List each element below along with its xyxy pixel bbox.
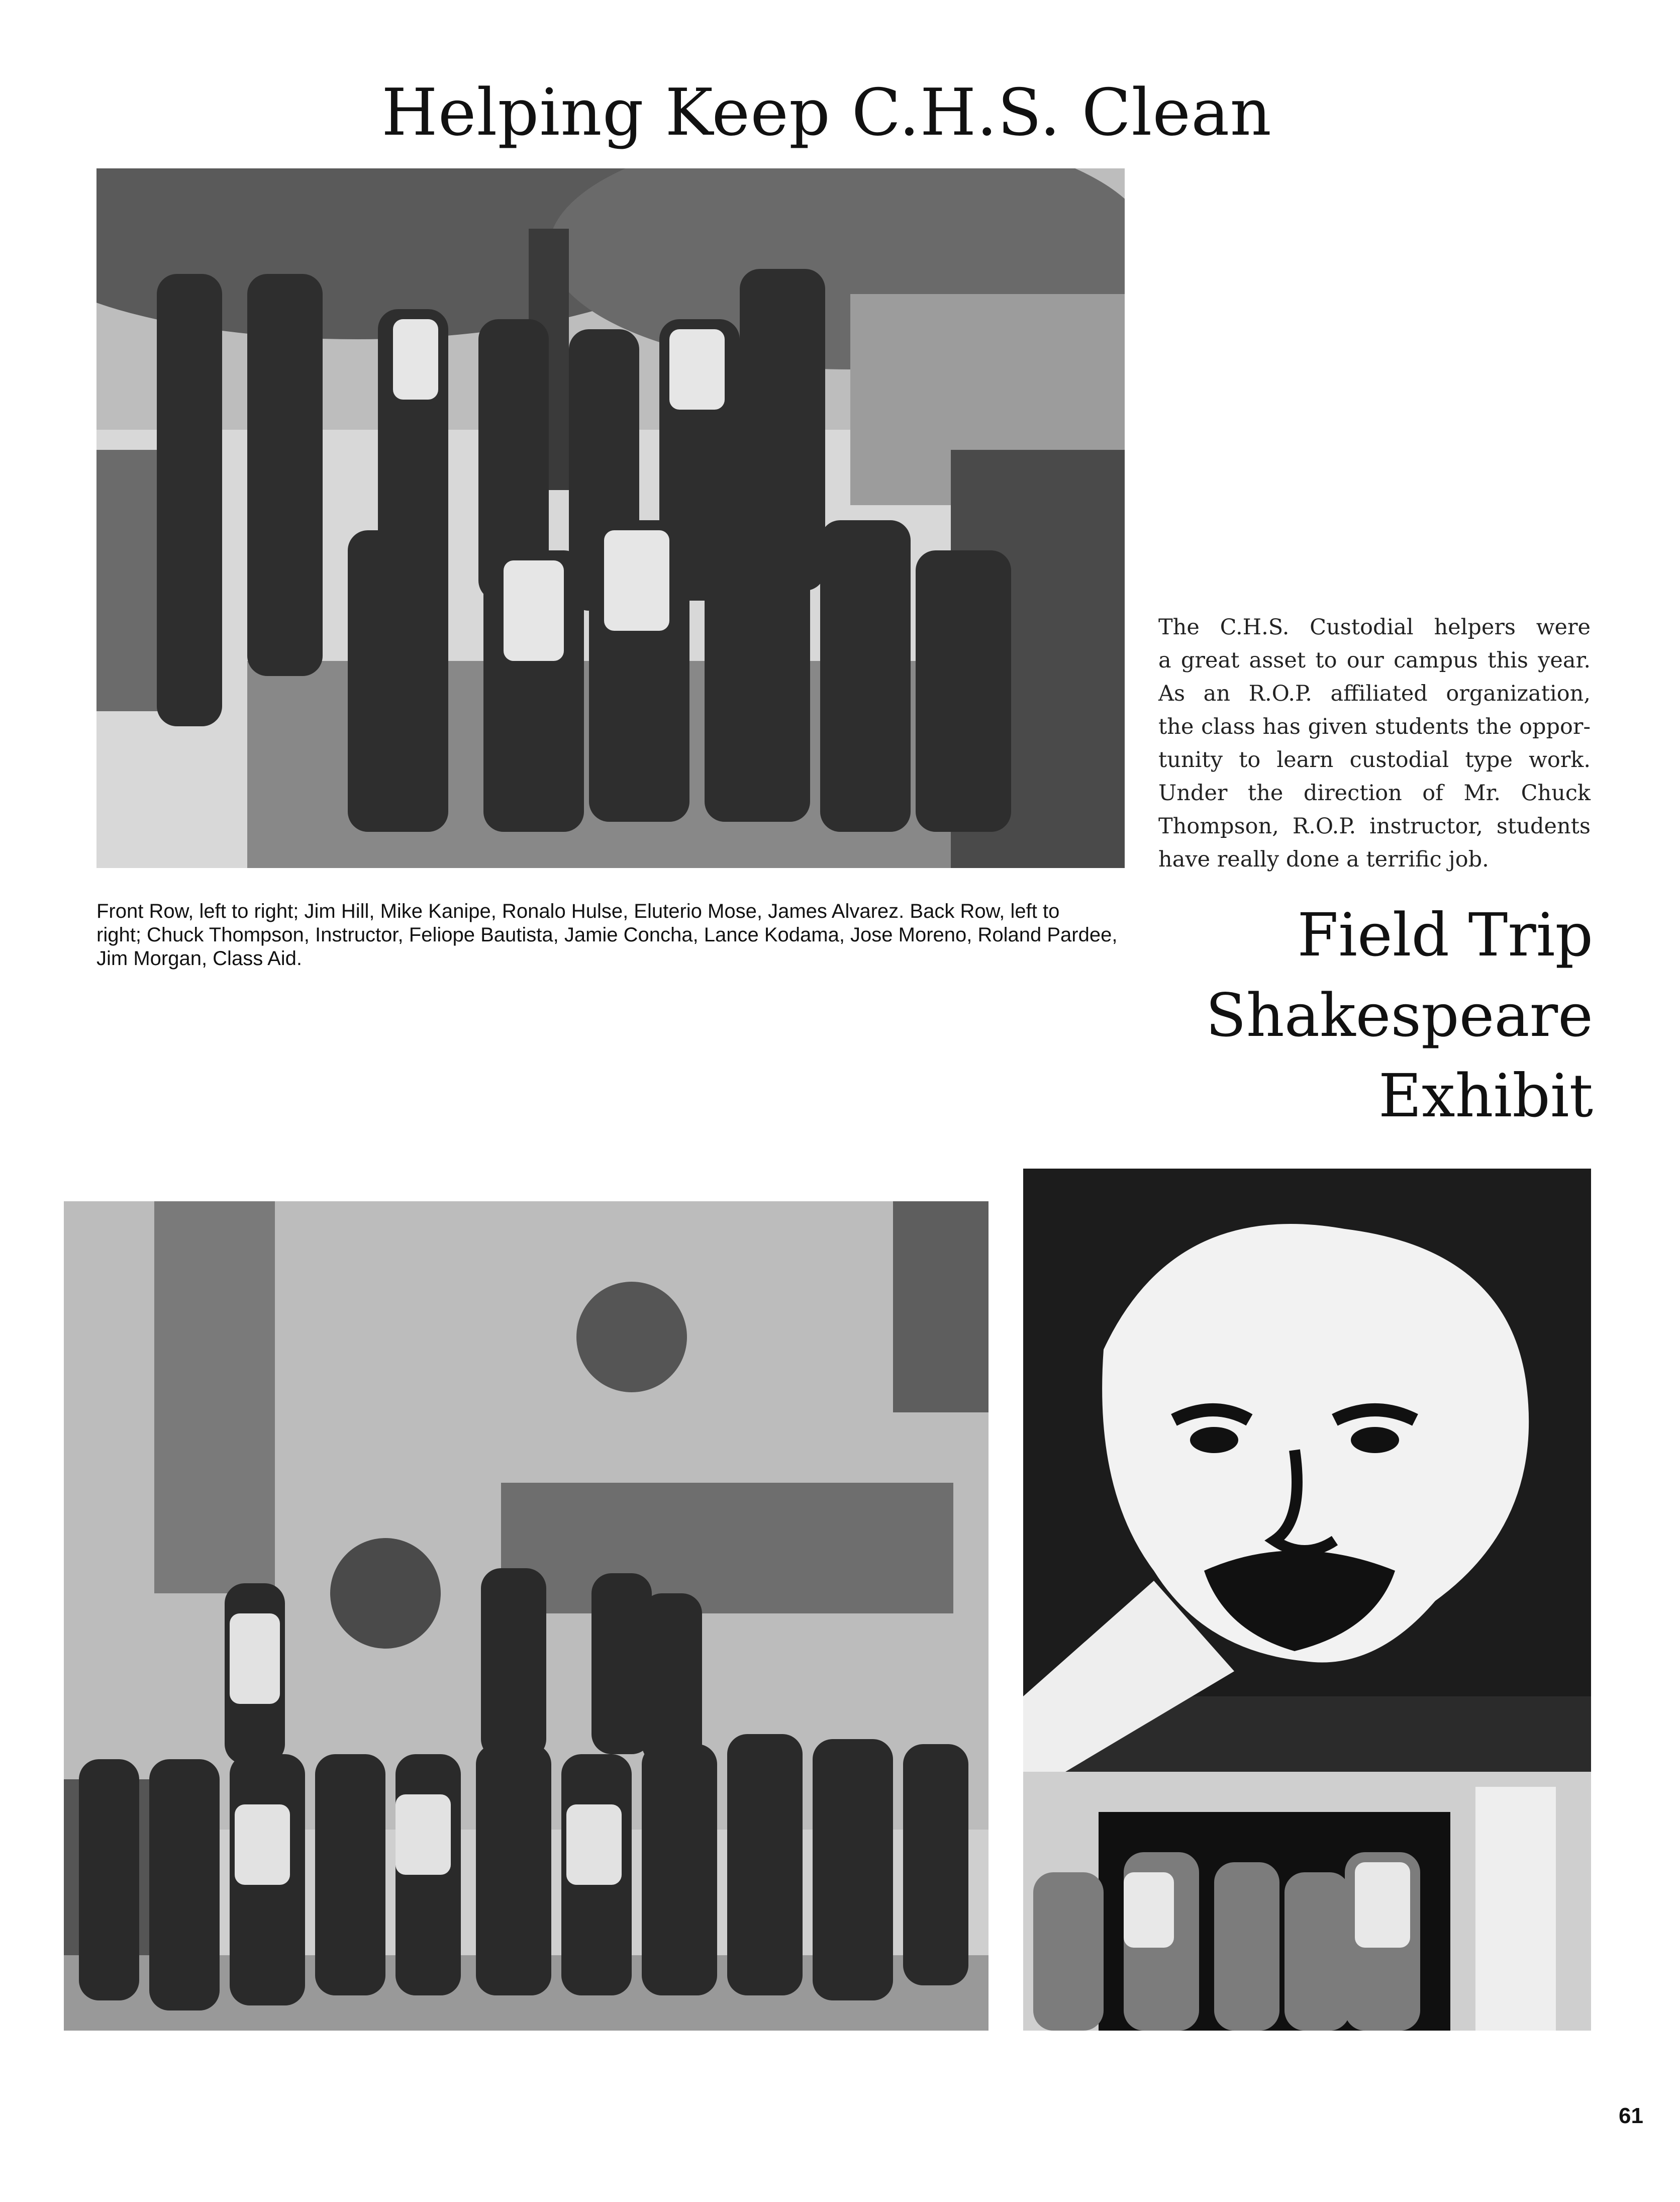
article-line-7: Thompson, R.O.P. instructor, students	[1158, 814, 1591, 839]
article-line-2: a great asset to our campus this year.	[1158, 648, 1591, 673]
custodial-group-photo-art	[96, 168, 1125, 868]
shakespeare-banner-photo	[1023, 1169, 1591, 2031]
caption-line-3: Jim Morgan, Class Aid.	[96, 947, 303, 970]
article-line-3: As an R.O.P. affiliated organization,	[1158, 681, 1591, 706]
article-text	[1158, 611, 1591, 876]
field-trip-heading-line-1: Field Trip	[1297, 900, 1593, 970]
photo-caption	[96, 900, 1132, 971]
shakespeare-banner-photo-art	[1023, 1169, 1591, 2031]
field-trip-heading	[1156, 895, 1593, 1136]
caption-line-1: Front Row, left to right; Jim Hill, Mike Kanipe, Ronalo Hulse, Eluterio Mose, James Alvarez. Back Row, left to	[96, 900, 1060, 922]
field-trip-group-photo	[64, 1201, 989, 2031]
article-line-6: Under the direction of Mr. Chuck	[1158, 781, 1591, 806]
article-line-8: have really done a terrific job.	[1158, 847, 1489, 872]
article-line-4: the class has given students the oppor-	[1158, 714, 1591, 739]
article-line-1: The C.H.S. Custodial helpers were	[1158, 615, 1591, 640]
field-trip-group-photo-art	[64, 1201, 989, 2031]
field-trip-heading-line-2: Shakespeare	[1205, 981, 1593, 1050]
caption-line-2: right; Chuck Thompson, Instructor, Feliope Bautista, Jamie Concha, Lance Kodama, Jose Moreno, Roland Pardee,	[96, 924, 1118, 946]
article-line-5: tunity to learn custodial type work.	[1158, 747, 1591, 773]
page-title: Helping Keep C.H.S. Clean	[381, 75, 1272, 150]
field-trip-heading-line-3: Exhibit	[1378, 1061, 1593, 1130]
custodial-group-photo	[96, 168, 1125, 868]
page-number: 61	[1619, 2103, 1643, 2128]
